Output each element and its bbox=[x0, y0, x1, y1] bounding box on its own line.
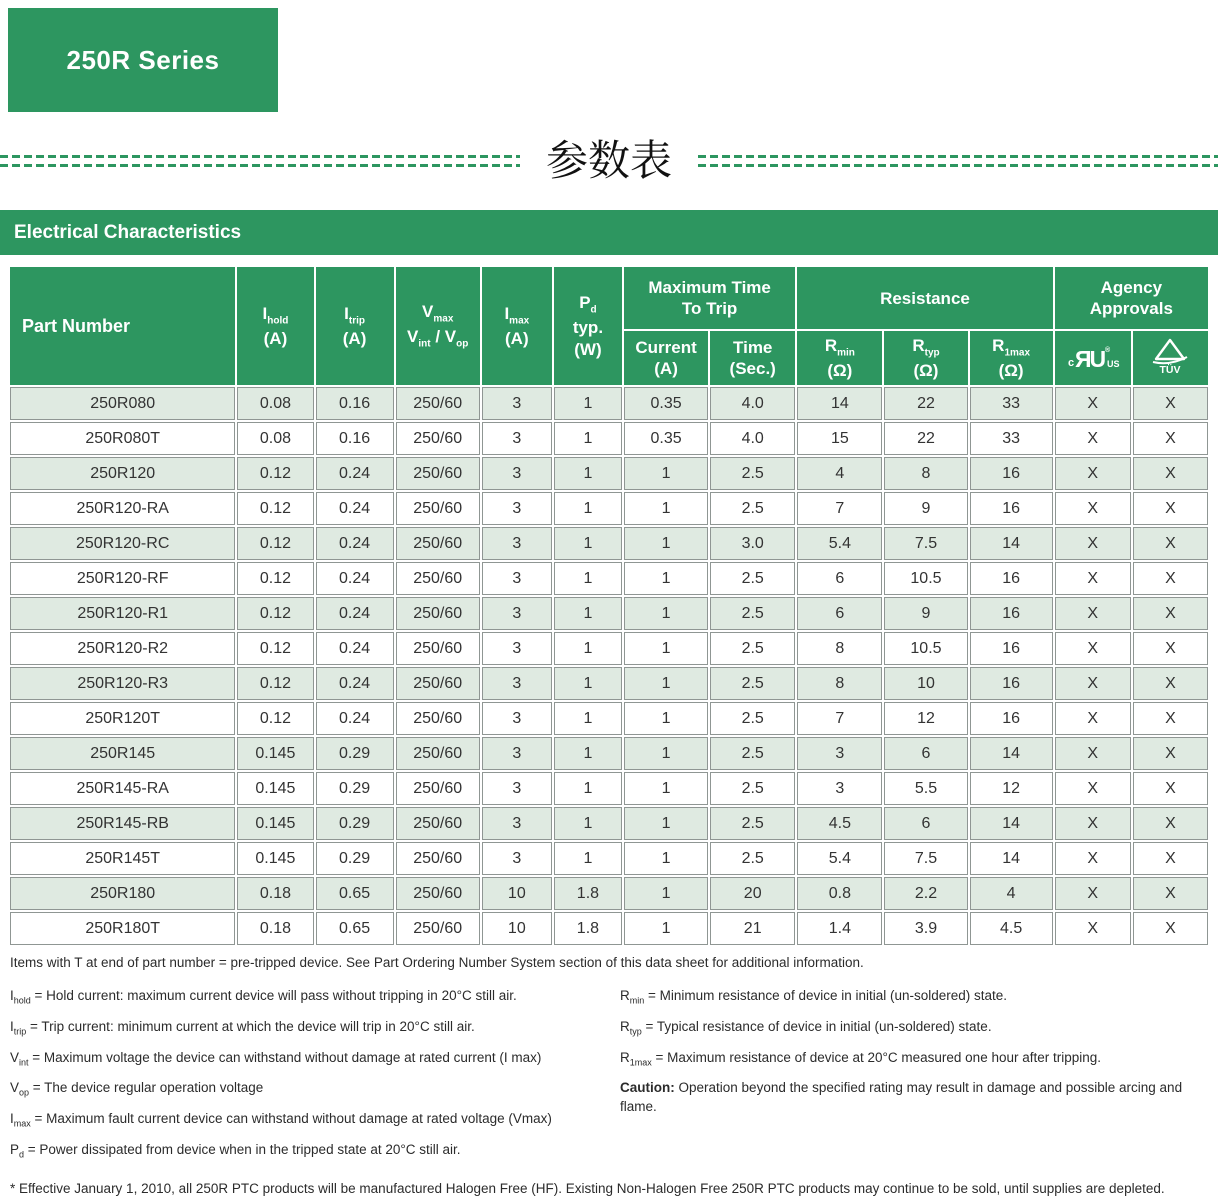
value-cell: 10 bbox=[884, 667, 967, 700]
svg-text:c: c bbox=[1067, 356, 1074, 369]
value-cell: X bbox=[1133, 457, 1208, 490]
value-cell: 3 bbox=[482, 387, 552, 420]
value-cell: 1 bbox=[624, 457, 708, 490]
value-cell: X bbox=[1133, 807, 1208, 840]
value-cell: 16 bbox=[970, 667, 1053, 700]
value-cell: 22 bbox=[884, 387, 967, 420]
value-cell: 14 bbox=[970, 737, 1053, 770]
value-cell: 2.5 bbox=[710, 597, 795, 630]
part-number-cell: 250R120-RC bbox=[10, 527, 235, 560]
table-row bbox=[10, 877, 1208, 910]
series-header-box bbox=[8, 8, 278, 112]
col-group-agency-approvals: Agency Approvals bbox=[1055, 267, 1208, 329]
value-cell: 16 bbox=[970, 702, 1053, 735]
definition-line: $I_{hold}$ = Hold current: maximum current device will pass without tripping in 20°C still air. bbox=[10, 988, 517, 1006]
value-cell: 6 bbox=[797, 562, 882, 595]
value-cell: 10.5 bbox=[884, 562, 967, 595]
value-cell: 9 bbox=[884, 492, 967, 525]
value-cell: 0.35 bbox=[624, 422, 708, 455]
value-cell: 0.145 bbox=[237, 807, 313, 840]
value-cell: 3 bbox=[482, 632, 552, 665]
value-cell: 250/60 bbox=[396, 702, 480, 735]
table-row bbox=[10, 912, 1208, 945]
value-cell: 14 bbox=[970, 842, 1053, 875]
value-cell: 0.29 bbox=[316, 807, 394, 840]
definition-line: $V_{int}$ = Maximum voltage the device can withstand without damage at rated current (I max) bbox=[10, 1049, 542, 1068]
value-cell: 0.24 bbox=[316, 457, 394, 490]
value-cell: X bbox=[1133, 597, 1208, 630]
electrical-characteristics-table bbox=[8, 265, 1210, 947]
value-cell: 250/60 bbox=[396, 912, 480, 945]
table-row bbox=[10, 457, 1208, 490]
value-cell: 2.5 bbox=[710, 807, 795, 840]
value-cell: 1 bbox=[554, 842, 622, 875]
value-cell: 1 bbox=[624, 562, 708, 595]
value-cell: 3 bbox=[482, 422, 552, 455]
col-group-max-time-to-trip: Maximum Time To Trip bbox=[624, 267, 795, 329]
value-cell: 0.65 bbox=[316, 877, 394, 910]
value-cell: X bbox=[1055, 737, 1131, 770]
value-cell: 1 bbox=[554, 527, 622, 560]
value-cell: X bbox=[1055, 772, 1131, 805]
value-cell: 0.145 bbox=[237, 772, 313, 805]
value-cell: 0.12 bbox=[237, 597, 313, 630]
value-cell: 0.29 bbox=[316, 842, 394, 875]
value-cell: X bbox=[1055, 702, 1131, 735]
col-header-p-d: $P_d$ typ. (W) bbox=[554, 267, 622, 385]
value-cell: 0.24 bbox=[316, 667, 394, 700]
value-cell: 2.5 bbox=[710, 667, 795, 700]
value-cell: 0.08 bbox=[237, 422, 313, 455]
value-cell: 0.29 bbox=[316, 737, 394, 770]
value-cell: 1.8 bbox=[554, 912, 622, 945]
value-cell: 250/60 bbox=[396, 562, 480, 595]
value-cell: 250/60 bbox=[396, 877, 480, 910]
value-cell: 8 bbox=[797, 667, 882, 700]
value-cell: X bbox=[1133, 527, 1208, 560]
value-cell: X bbox=[1133, 387, 1208, 420]
value-cell: 10 bbox=[482, 877, 552, 910]
value-cell: 1 bbox=[624, 912, 708, 945]
value-cell: 1 bbox=[554, 807, 622, 840]
value-cell: 5.5 bbox=[884, 772, 967, 805]
value-cell: 1 bbox=[554, 632, 622, 665]
value-cell: 0.12 bbox=[237, 492, 313, 525]
value-cell: 250/60 bbox=[396, 527, 480, 560]
value-cell: 1 bbox=[624, 842, 708, 875]
value-cell: 2.5 bbox=[710, 492, 795, 525]
value-cell: 7.5 bbox=[884, 842, 967, 875]
svg-text:US: US bbox=[1106, 358, 1120, 369]
table-row bbox=[10, 632, 1208, 665]
value-cell: 0.12 bbox=[237, 457, 313, 490]
col-header-r-typ: $R_{typ}$ (Ω) bbox=[884, 331, 967, 385]
value-cell: 6 bbox=[884, 737, 967, 770]
table-row bbox=[10, 737, 1208, 770]
value-cell: 1 bbox=[554, 702, 622, 735]
value-cell: 1 bbox=[554, 772, 622, 805]
svg-text:TÜV: TÜV bbox=[1159, 363, 1181, 375]
part-number-cell: 250R080T bbox=[10, 422, 235, 455]
value-cell: 1 bbox=[624, 492, 708, 525]
part-number-cell: 250R145-RA bbox=[10, 772, 235, 805]
value-cell: 16 bbox=[970, 597, 1053, 630]
value-cell: 1 bbox=[624, 877, 708, 910]
value-cell: X bbox=[1133, 702, 1208, 735]
value-cell: X bbox=[1055, 422, 1131, 455]
value-cell: 0.24 bbox=[316, 597, 394, 630]
value-cell: 0.18 bbox=[237, 877, 313, 910]
value-cell: 0.24 bbox=[316, 492, 394, 525]
value-cell: 0.12 bbox=[237, 632, 313, 665]
value-cell: X bbox=[1133, 667, 1208, 700]
table-row bbox=[10, 562, 1208, 595]
caution-text: Operation beyond the specified rating may result in damage and possible arcing and flame. bbox=[620, 1080, 1183, 1115]
value-cell: 7.5 bbox=[884, 527, 967, 560]
cul-us-recognized-icon bbox=[1064, 340, 1122, 372]
value-cell: 3.9 bbox=[884, 912, 967, 945]
table-row bbox=[10, 422, 1208, 455]
value-cell: 250/60 bbox=[396, 457, 480, 490]
part-number-cell: 250R120-R2 bbox=[10, 632, 235, 665]
value-cell: 16 bbox=[970, 562, 1053, 595]
electrical-characteristics-banner bbox=[0, 210, 1218, 255]
value-cell: 250/60 bbox=[396, 597, 480, 630]
table-row bbox=[10, 667, 1208, 700]
definition-line: $I_{trip}$ = Trip current: minimum current at which the device will trip in 20°C still air. bbox=[10, 1018, 475, 1037]
col-group-resistance: Resistance bbox=[797, 267, 1052, 329]
col-header-part-number: Part Number bbox=[10, 267, 235, 385]
value-cell: 2.5 bbox=[710, 562, 795, 595]
value-cell: X bbox=[1133, 632, 1208, 665]
dashed-rule-right bbox=[698, 155, 1218, 167]
value-cell: 3 bbox=[482, 737, 552, 770]
value-cell: 0.24 bbox=[316, 562, 394, 595]
value-cell: X bbox=[1055, 492, 1131, 525]
part-number-cell: 250R120-RF bbox=[10, 562, 235, 595]
value-cell: X bbox=[1133, 772, 1208, 805]
value-cell: X bbox=[1055, 527, 1131, 560]
value-cell: 0.145 bbox=[237, 737, 313, 770]
svg-text:ЯU: ЯU bbox=[1074, 345, 1104, 372]
part-number-cell: 250R180 bbox=[10, 877, 235, 910]
value-cell: 1 bbox=[624, 807, 708, 840]
value-cell: 250/60 bbox=[396, 807, 480, 840]
value-cell: X bbox=[1133, 842, 1208, 875]
value-cell: 3 bbox=[482, 597, 552, 630]
value-cell: 10 bbox=[482, 912, 552, 945]
value-cell: 1 bbox=[624, 667, 708, 700]
value-cell: 22 bbox=[884, 422, 967, 455]
col-header-current: Current (A) bbox=[624, 331, 708, 385]
value-cell: 1 bbox=[624, 772, 708, 805]
value-cell: X bbox=[1055, 807, 1131, 840]
value-cell: 250/60 bbox=[396, 387, 480, 420]
value-cell: 6 bbox=[797, 597, 882, 630]
value-cell: X bbox=[1055, 912, 1131, 945]
value-cell: 250/60 bbox=[396, 737, 480, 770]
value-cell: 15 bbox=[797, 422, 882, 455]
value-cell: 250/60 bbox=[396, 842, 480, 875]
table-row bbox=[10, 807, 1208, 840]
value-cell: 0.12 bbox=[237, 562, 313, 595]
part-number-cell: 250R120T bbox=[10, 702, 235, 735]
value-cell: 12 bbox=[884, 702, 967, 735]
definition-line: $V_{op}$ = The device regular operation voltage bbox=[10, 1080, 264, 1098]
part-number-cell: 250R180T bbox=[10, 912, 235, 945]
value-cell: 250/60 bbox=[396, 667, 480, 700]
value-cell: 2.5 bbox=[710, 702, 795, 735]
value-cell: 33 bbox=[970, 422, 1053, 455]
page-title: 参数表 bbox=[546, 136, 673, 185]
value-cell: 1 bbox=[624, 527, 708, 560]
definitions-columns bbox=[10, 983, 1208, 1167]
value-cell: 0.8 bbox=[797, 877, 882, 910]
value-cell: 1 bbox=[554, 597, 622, 630]
value-cell: 1 bbox=[554, 667, 622, 700]
value-cell: 1.4 bbox=[797, 912, 882, 945]
value-cell: 1 bbox=[624, 632, 708, 665]
value-cell: X bbox=[1055, 562, 1131, 595]
table-body bbox=[10, 387, 1208, 945]
tuv-icon bbox=[1147, 337, 1193, 375]
definition-line: $R_{1max}$ = Maximum resistance of device at 20°C measured one hour after tripping. bbox=[620, 1049, 1102, 1068]
part-number-cell: 250R120-RA bbox=[10, 492, 235, 525]
value-cell: 3 bbox=[482, 562, 552, 595]
value-cell: 3 bbox=[797, 772, 882, 805]
value-cell: 3 bbox=[482, 807, 552, 840]
value-cell: 14 bbox=[970, 527, 1053, 560]
value-cell: 4.5 bbox=[970, 912, 1053, 945]
col-header-i-trip: $I_{trip}$ (A) bbox=[316, 267, 394, 385]
col-header-i-hold: $I_{hold}$ (A) bbox=[237, 267, 313, 385]
table-row bbox=[10, 702, 1208, 735]
value-cell: 16 bbox=[970, 492, 1053, 525]
value-cell: 0.24 bbox=[316, 632, 394, 665]
col-header-r-1max: $R_{1max}$ (Ω) bbox=[970, 331, 1053, 385]
value-cell: 2.2 bbox=[884, 877, 967, 910]
value-cell: 0.24 bbox=[316, 702, 394, 735]
value-cell: 3 bbox=[482, 667, 552, 700]
value-cell: 3 bbox=[797, 737, 882, 770]
col-header-v-max: $V_{max}$ $V_{int} / V_{op}$ bbox=[396, 267, 480, 385]
value-cell: 0.12 bbox=[237, 702, 313, 735]
value-cell: 0.24 bbox=[316, 527, 394, 560]
value-cell: X bbox=[1055, 877, 1131, 910]
halogen-free-note: * Effective January 1, 2010, all 250R PTC products will be manufactured Halogen Free (HF). Existing Non-Halogen Free 250R PTC products may continue to be sold, until supplies are depleted. bbox=[10, 1181, 1165, 1196]
footnotes bbox=[10, 955, 1208, 1196]
value-cell: 250/60 bbox=[396, 632, 480, 665]
col-header-time: Time (Sec.) bbox=[710, 331, 795, 385]
value-cell: 250/60 bbox=[396, 492, 480, 525]
value-cell: 0.16 bbox=[316, 422, 394, 455]
table-row bbox=[10, 527, 1208, 560]
part-number-cell: 250R080 bbox=[10, 387, 235, 420]
value-cell: 1 bbox=[624, 737, 708, 770]
value-cell: 2.5 bbox=[710, 737, 795, 770]
value-cell: 7 bbox=[797, 702, 882, 735]
value-cell: 1 bbox=[624, 702, 708, 735]
value-cell: 3 bbox=[482, 527, 552, 560]
value-cell: 9 bbox=[884, 597, 967, 630]
value-cell: 4 bbox=[970, 877, 1053, 910]
value-cell: X bbox=[1133, 912, 1208, 945]
right-defs-list bbox=[620, 983, 1208, 1075]
value-cell: 3 bbox=[482, 492, 552, 525]
table-row bbox=[10, 772, 1208, 805]
value-cell: 6 bbox=[884, 807, 967, 840]
value-cell: X bbox=[1133, 877, 1208, 910]
electrical-characteristics-table-wrap bbox=[8, 265, 1210, 947]
value-cell: X bbox=[1055, 632, 1131, 665]
value-cell: 20 bbox=[710, 877, 795, 910]
pre-tripped-note: Items with T at end of part number = pre-tripped device. See Part Ordering Number System section of this data sheet for additional information. bbox=[10, 955, 864, 971]
value-cell: X bbox=[1055, 667, 1131, 700]
col-header-i-max: $I_{max}$ (A) bbox=[482, 267, 552, 385]
value-cell: X bbox=[1055, 387, 1131, 420]
value-cell: 0.29 bbox=[316, 772, 394, 805]
value-cell: 16 bbox=[970, 632, 1053, 665]
value-cell: 1 bbox=[554, 387, 622, 420]
caution-note bbox=[620, 1078, 1185, 1116]
definition-line: $R_{typ}$ = Typical resistance of device in initial (un-soldered) state. bbox=[620, 1018, 992, 1037]
table-row bbox=[10, 842, 1208, 875]
value-cell: 4.5 bbox=[797, 807, 882, 840]
definition-line: $R_{min}$ = Minimum resistance of device in initial (un-soldered) state. bbox=[620, 988, 1008, 1006]
value-cell: X bbox=[1133, 737, 1208, 770]
table-row bbox=[10, 597, 1208, 630]
value-cell: 7 bbox=[797, 492, 882, 525]
value-cell: 250/60 bbox=[396, 422, 480, 455]
caution-label: Caution: bbox=[620, 1080, 675, 1096]
value-cell: 5.4 bbox=[797, 527, 882, 560]
part-number-cell: 250R145T bbox=[10, 842, 235, 875]
value-cell: 8 bbox=[884, 457, 967, 490]
value-cell: 1 bbox=[554, 492, 622, 525]
value-cell: 10.5 bbox=[884, 632, 967, 665]
definitions-left-column bbox=[10, 983, 608, 1167]
value-cell: 14 bbox=[970, 807, 1053, 840]
col-header-r-min: $R_{min}$ (Ω) bbox=[797, 331, 882, 385]
value-cell: 1 bbox=[554, 737, 622, 770]
value-cell: 5.4 bbox=[797, 842, 882, 875]
value-cell: 8 bbox=[797, 632, 882, 665]
value-cell: 3 bbox=[482, 842, 552, 875]
value-cell: 1.8 bbox=[554, 877, 622, 910]
value-cell: X bbox=[1055, 457, 1131, 490]
value-cell: 33 bbox=[970, 387, 1053, 420]
value-cell: 3 bbox=[482, 702, 552, 735]
datasheet-page bbox=[0, 8, 1218, 1196]
part-number-cell: 250R120-R3 bbox=[10, 667, 235, 700]
value-cell: 0.145 bbox=[237, 842, 313, 875]
value-cell: 3.0 bbox=[710, 527, 795, 560]
value-cell: 3 bbox=[482, 772, 552, 805]
value-cell: 4.0 bbox=[710, 387, 795, 420]
col-header-ul-approval bbox=[1055, 331, 1131, 385]
value-cell: 0.65 bbox=[316, 912, 394, 945]
value-cell: 1 bbox=[554, 457, 622, 490]
value-cell: 21 bbox=[710, 912, 795, 945]
section-title-row bbox=[0, 138, 1218, 184]
definition-line: $I_{max}$ = Maximum fault current device can withstand without damage at rated voltage (Vmax) bbox=[10, 1110, 552, 1129]
table-row bbox=[10, 387, 1208, 420]
part-number-cell: 250R120 bbox=[10, 457, 235, 490]
value-cell: X bbox=[1133, 492, 1208, 525]
value-cell: 0.18 bbox=[237, 912, 313, 945]
value-cell: 0.16 bbox=[316, 387, 394, 420]
value-cell: 1 bbox=[554, 562, 622, 595]
value-cell: 4 bbox=[797, 457, 882, 490]
table-row bbox=[10, 492, 1208, 525]
value-cell: 1 bbox=[624, 597, 708, 630]
value-cell: X bbox=[1133, 562, 1208, 595]
part-number-cell: 250R120-R1 bbox=[10, 597, 235, 630]
dashed-rule-left bbox=[0, 155, 520, 167]
banner-title: Electrical Characteristics bbox=[14, 221, 242, 243]
part-number-cell: 250R145 bbox=[10, 737, 235, 770]
value-cell: 0.12 bbox=[237, 667, 313, 700]
value-cell: 0.35 bbox=[624, 387, 708, 420]
value-cell: 250/60 bbox=[396, 772, 480, 805]
series-title: 250R Series bbox=[66, 44, 220, 75]
svg-text:®: ® bbox=[1104, 346, 1110, 354]
value-cell: 2.5 bbox=[710, 842, 795, 875]
value-cell: 2.5 bbox=[710, 632, 795, 665]
value-cell: X bbox=[1055, 597, 1131, 630]
definitions-right-column bbox=[608, 983, 1208, 1167]
value-cell: 2.5 bbox=[710, 772, 795, 805]
value-cell: 16 bbox=[970, 457, 1053, 490]
value-cell: 3 bbox=[482, 457, 552, 490]
value-cell: X bbox=[1055, 842, 1131, 875]
value-cell: 2.5 bbox=[710, 457, 795, 490]
definition-line: $P_d$ = Power dissipated from device when in the tripped state at 20°C still air. bbox=[10, 1141, 461, 1160]
value-cell: 0.12 bbox=[237, 527, 313, 560]
value-cell: X bbox=[1133, 422, 1208, 455]
value-cell: 1 bbox=[554, 422, 622, 455]
value-cell: 0.08 bbox=[237, 387, 313, 420]
value-cell: 12 bbox=[970, 772, 1053, 805]
col-header-tuv-approval bbox=[1133, 331, 1208, 385]
value-cell: 4.0 bbox=[710, 422, 795, 455]
part-number-cell: 250R145-RB bbox=[10, 807, 235, 840]
value-cell: 14 bbox=[797, 387, 882, 420]
